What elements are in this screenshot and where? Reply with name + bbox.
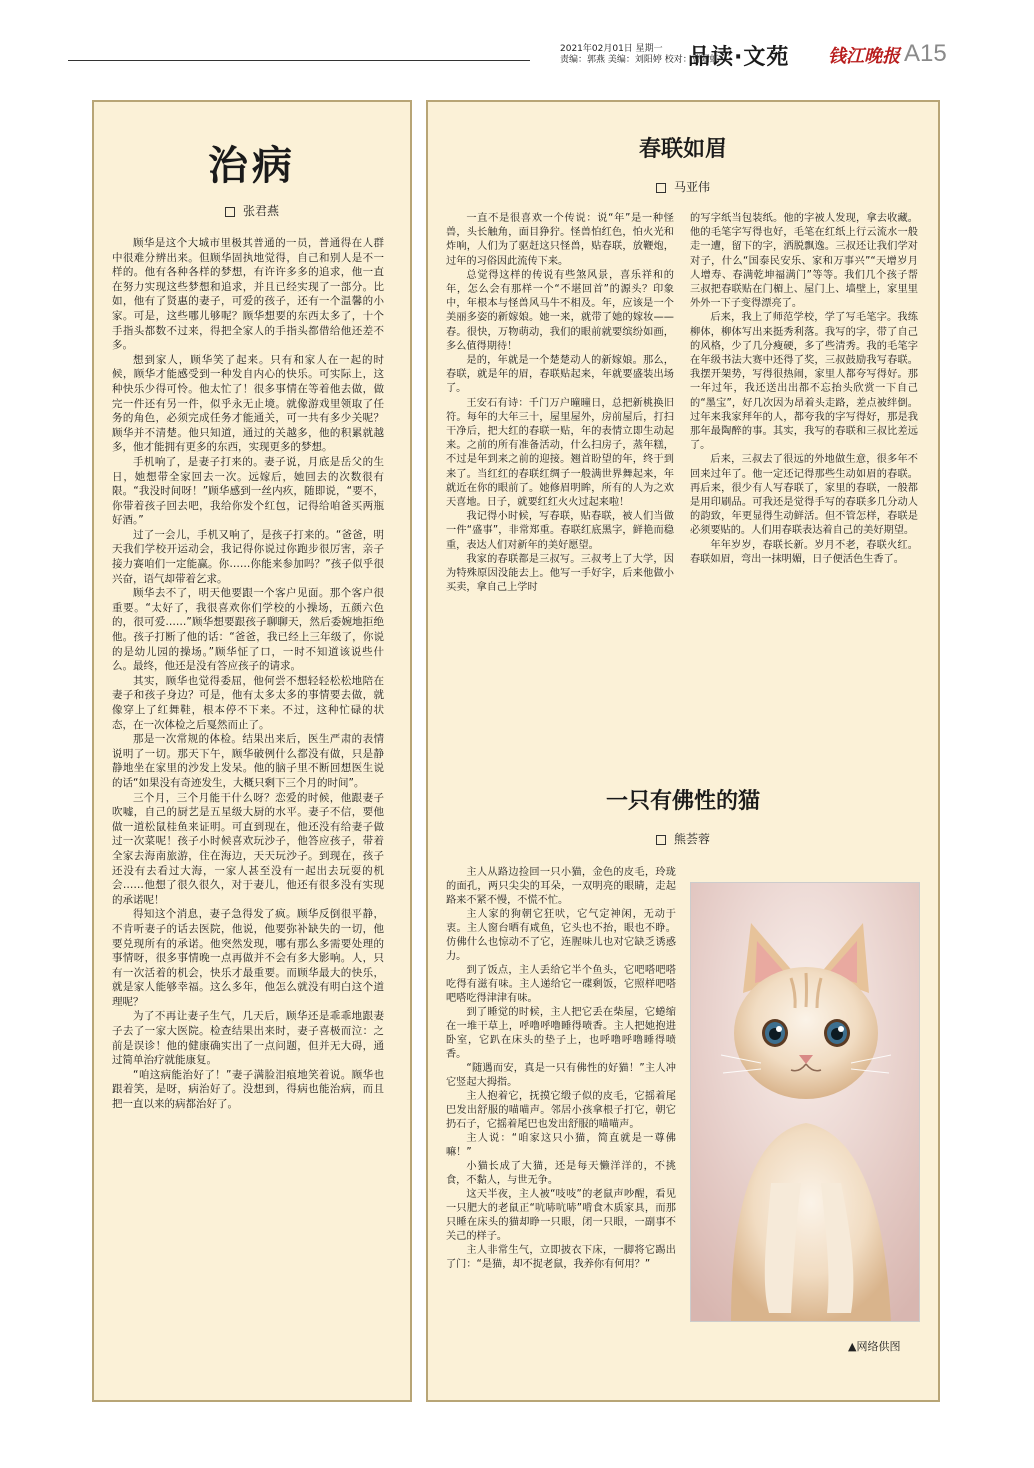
article3-title: 一只有佛性的猫 bbox=[605, 788, 760, 814]
paragraph: 其实，顾华也觉得委屈，他何尝不想轻轻松松地陪在妻子和孩子身边？可是，他有太多太多的事情要去做，就像穿上了红舞鞋，根本停不下来。不过，这种忙碌的状态，在一次体检之后戛然而止了。 bbox=[112, 674, 384, 731]
paragraph: 过了一会儿，手机又响了，是孩子打来的。“爸爸，明天我们学校开运动会，我记得你说过你跑步很厉害，亲子接力赛咱们一定能赢。你……你能来参加吗？”孩子似乎很兴奋，语气却带着乞求。 bbox=[112, 528, 384, 585]
issue-date: 2021年02月01日 星期一 bbox=[560, 44, 663, 54]
article3-body bbox=[446, 866, 676, 1272]
page-number: A15 bbox=[904, 40, 947, 67]
paragraph: 王安石有诗：千门万户曈曈日，总把新桃换旧符。每年的大年三十，屋里屋外，房前屋后，打扫干净后，把大红的春联一贴，年的表情立即生动起来。之前的所有准备活动，什么扫房子，蒸年糕，不过是年到来之前的迎接。翘首盼望的年，终于到来了。当红红的春联红绸子一般满世界舞起来，年就近在你的眼前了。她修眉明眸，所有的人为之欢天喜地。日子，就要红红火火过起来啦！ bbox=[446, 397, 674, 509]
article2-title: 春联如眉 bbox=[638, 136, 727, 162]
byline-square-icon bbox=[656, 183, 666, 193]
paragraph: 主人从路边捡回一只小猫，金色的皮毛，玲珑的面孔，两只尖尖的耳朵，一双明亮的眼睛，走起路来不紧不慢，不慌不忙。 bbox=[446, 867, 676, 906]
paragraph: 主人家的狗朝它狂吠，它气定神闲，无动于衷。主人窗台晒有咸鱼，它头也不抬，眼也不睁。仿佛什么也惊动不了它，连腥味儿也对它缺乏诱惑力。 bbox=[446, 909, 676, 962]
photo-caption: ▲网络供图 bbox=[848, 1340, 901, 1353]
paragraph: 后来，我上了师范学校，学了写毛笔字。我练柳体，柳体写出来挺秀利落。我写的字，带了自己的风格，少了几分瘦硬，多了些清秀。我的毛笔字在年级书法大赛中还得了奖，三叔鼓励我写春联。我摆开架势，写得很热闹，家里人都夸写得好。那一年过年，我还送出出都不忘抬头欣赏一下自己的“墨宝”，好几次因为昂着头走路，差点被绊倒。过年来我家拜年的人，都夸我的字写得好，那是我那年最陶醉的事。其实，我写的春联和三叔比差远了。 bbox=[690, 312, 918, 452]
cat-illustration bbox=[691, 883, 920, 1322]
paragraph: 这天半夜，主人被“吱吱”的老鼠声吵醒，看见一只肥大的老鼠正“吭哧吭哧”啃食木质家具，而那只睡在床头的猫却睁一只眼，闭一只眼，一副事不关己的样子。 bbox=[446, 1189, 676, 1242]
byline-square-icon bbox=[656, 835, 666, 845]
paragraph: 一直不是很喜欢一个传说：说“年”是一种怪兽，头长触角，面目狰狞。怪兽怕红色，怕火光和炸响，人们为了驱赶这只怪兽，贴春联，放鞭炮，过年的习俗因此流传下来。 bbox=[446, 213, 674, 267]
paragraph: 想到家人，顾华笑了起来。只有和家人在一起的时候，顾华才能感受到一种发自内心的快乐。可实际上，这种快乐少得可怜。他太忙了！很多事情在等着他去做，做完一件还有另一件，似乎永无止境。就像游戏里领取了任务的角色，必须完成任务才能通关，可一共有多少关呢？顾华并不清楚。他只知道，通过的关越多，他的积累就越多，他才能拥有更多的东西，实现更多的梦想。 bbox=[112, 353, 384, 454]
article2-author: 马亚伟 bbox=[673, 180, 710, 194]
paragraph: 到了饭点，主人丢给它半个鱼头，它吧嗒吧嗒吃得有滋有味。主人递给它一碟剩饭，它照样吧嗒吧嗒吃得津津有味。 bbox=[446, 965, 676, 1004]
paragraph: “随遇而安，真是一只有佛性的好猫！”主人冲它竖起大拇指。 bbox=[446, 1063, 676, 1088]
paragraph: 主人说：“咱家这只小猫，简直就是一尊佛嘛！” bbox=[446, 1133, 676, 1158]
paragraph: 主人非常生气，立即披衣下床，一脚将它踢出了门：“是猫，却不捉老鼠，我养你有何用？” bbox=[446, 1245, 676, 1270]
paragraph: 得知这个消息，妻子急得发了疯。顾华反倒很平静，不肯听妻子的话去医院，他说，他要弥补缺失的一切，他要兑现所有的承诺。他突然发现，哪有那么多需要处理的事情呀，很多事情晚一点再做并不会有多大影响。人，只有一次活着的机会，快乐才最重要。而顾华最大的快乐，就是家人能够幸福。这么多年，他怎么就没有明白这个道理呢？ bbox=[112, 908, 384, 1008]
paragraph: 手机响了，是妻子打来的。妻子说，月底是岳父的生日，她想带全家回去一次。远嫁后，她回去的次数很有限。“我没时间呀！”顾华感到一丝内疚，随即说，“要不，你带着孩子回去吧，我给你发个红包，记得给咱爸买两瓶好酒。” bbox=[112, 455, 384, 527]
paragraph: 总觉得这样的传说有些煞风景，喜乐祥和的年，怎么会有那样一个“不堪回首”的源头？印象中，年根本与怪兽风马牛不相及。年，应该是一个美丽多姿的新嫁娘。她一来，就带了她的嫁妆——春。很快，万物萌动，我们的眼前就要缤纷如画，多么值得期待！ bbox=[446, 269, 674, 352]
paragraph: 我记得小时候，写春联，贴春联，被人们当做一件“盛事”，非常郑重。春联红底黑字，鲜艳而稳重，表达人们对新年的美好愿望。 bbox=[446, 511, 674, 551]
article2-column-2 bbox=[690, 212, 918, 567]
cat-photo bbox=[690, 882, 920, 1322]
article1-title: 治病 bbox=[208, 142, 296, 189]
paragraph: 年年岁岁，春联长新。岁月不老，春联火红。春联如眉，弯出一抹明媚，日子便活色生香了。 bbox=[690, 539, 918, 565]
paragraph: 为了不再让妻子生气，几天后，顾华还是乖乖地跟妻子去了一家大医院。检查结果出来时，妻子喜极而泣：之前是误诊！他的健康确实出了一点问题，但并无大碍，通过简单治疗就能康复。 bbox=[112, 1010, 384, 1067]
article1-byline bbox=[92, 202, 412, 219]
paragraph: 顾华去不了，明天他要跟一个客户见面。那个客户很重要。“太好了，我很喜欢你们学校的小操场，五颜六色的，很可爱……”顾华想要跟孩子聊聊天，然后委婉地拒绝他。孩子打断了他的话：“爸爸，我已经上三年级了，你说的是幼儿园的操场。”顾华怔了口，一时不知道该说些什么。最终，他还是没有答应孩子的请求。 bbox=[112, 587, 384, 673]
paragraph: “咱这病能治好了！”妻子满脸泪痕地笑着说。顾华也跟着笑，是呀，病治好了。没想到，得病也能治病，而且把一直以来的病都治好了。 bbox=[112, 1068, 384, 1111]
article1-body bbox=[112, 236, 384, 1112]
article3-byline bbox=[426, 830, 940, 847]
editor-credits: 责编：郭燕 美编：刘阳婷 校对：曹阳虹 bbox=[560, 55, 719, 65]
header-rule bbox=[68, 60, 530, 61]
paragraph: 到了睡觉的时候，主人把它丢在柴屋，它蜷缩在一堆干草上，呼噜呼噜睡得喷香。主人把她抱进卧室，它趴在床头的垫子上，也呼噜呼噜睡得喷香。 bbox=[446, 1007, 676, 1060]
article1-author: 张君燕 bbox=[242, 204, 279, 218]
paragraph: 的写字纸当包装纸。他的字被人发现，拿去收藏。他的毛笔字写得也好，毛笔在红纸上行云流水一般走一遭，留下的字，洒脱飘逸。三叔还让我们学对对子，什么“国泰民安乐、家和万事兴”“天增岁月人增寿、春满乾坤福满门”等等。我们几个孩子帮三叔把春联贴在门楣上、屋门上、墙壁上，家里里外外一下子变得漂亮了。 bbox=[690, 213, 918, 310]
paragraph: 后来，三叔去了很远的外地做生意，很多年不回来过年了。他一定还记得那些生动如眉的春联。再后来，很少有人写春联了，家里的春联，一般都是用印刷品。可我还是觉得手写的春联多几分动人的韵致，年更显得生动鲜活。但不管怎样，春联是必须要贴的。人们用春联表达着自己的美好期望。 bbox=[690, 454, 918, 537]
article3-author: 熊荟蓉 bbox=[673, 832, 710, 846]
newspaper-logo: 钱江晚报 bbox=[828, 46, 900, 67]
paragraph: 那是一次常规的体检。结果出来后，医生严肃的表情说明了一切。那天下午，顾华破例什么都没有做，只是静静地坐在家里的沙发上发呆。他的脑子里不断回想医生说的话“如果没有奇迹发生，大概只剩下三个月的时间”。 bbox=[112, 733, 384, 789]
paragraph: 我家的春联都是三叔写。三叔考上了大学，因为特殊原因没能去上。他写一手好字，后来他做小买卖，拿自己上学时 bbox=[446, 553, 674, 594]
paragraph: 三个月，三个月能干什么呀？恋爱的时候，他跟妻子吹嘘，自己的厨艺是五星级大厨的水平。妻子不信，要他做一道松鼠桂鱼来证明。可直到现在，他还没有给妻子做过一次菜呢！孩子小时候喜欢玩沙子，他答应孩子，带着全家去海南旅游，住在海边，天天玩沙子。到现在，孩子还没有去看过大海，一家人甚至没有一起出去玩耍的机会……他想了很久很久，对于妻儿，他还有很多没有实现的承诺呢！ bbox=[112, 791, 384, 906]
paragraph: 顾华是这个大城市里极其普通的一员，普通得在人群中很难分辨出来。但顾华固执地觉得，自己和别人是不一样的。他有各种各样的梦想，有许许多多的追求，他一直在努力实现这些梦想和追求，并且已经实现了一部分。比如，他有了贤惠的妻子，可爱的孩子，还有一个温馨的小家。可是，这些哪儿够呢？顾华想要的东西太多了，十个手指头都数不过来，得把全家人的手指头都借给他还差不多。 bbox=[112, 237, 384, 352]
byline-square-icon bbox=[225, 207, 235, 217]
article2-byline bbox=[426, 178, 940, 195]
paragraph: 是的，年就是一个楚楚动人的新嫁娘。那么，春联，就是年的眉，春联贴起来，年就要盛装出场了。 bbox=[446, 355, 674, 395]
paragraph: 主人抱着它，抚摸它缎子似的皮毛，它摇着尾巴发出舒服的喵喵声。邻居小孩拿根子打它，朝它扔石子，它摇着尾巴也发出舒服的喵喵声。 bbox=[446, 1091, 676, 1130]
section-title: 品读·文苑 bbox=[688, 45, 790, 70]
article2-column-1 bbox=[446, 212, 674, 595]
paragraph: 小猫长成了大猫，还是每天懒洋洋的，不挑食，不黏人，与世无争。 bbox=[446, 1161, 676, 1186]
